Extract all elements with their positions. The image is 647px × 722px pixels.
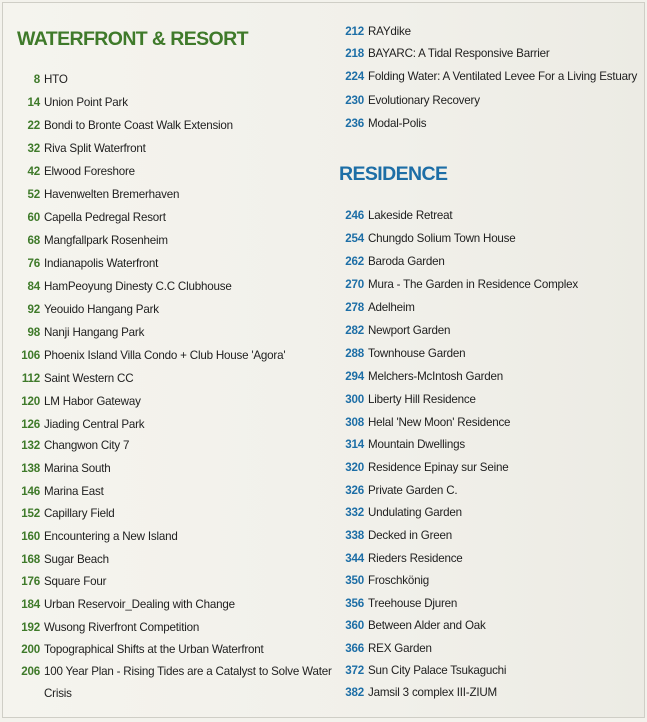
page-number: 138: [21, 461, 40, 475]
entry-title: REX Garden: [368, 641, 432, 655]
entry-title: BAYARC: A Tidal Responsive Barrier: [368, 46, 550, 60]
page-number: 282: [345, 323, 364, 337]
page-number: 278: [345, 300, 364, 314]
page-number: 350: [345, 573, 364, 587]
page-number: 356: [345, 596, 364, 610]
page-number: 246: [345, 208, 364, 222]
entry-title: HamPeoyung Dinesty C.C Clubhouse: [44, 279, 232, 293]
entry-title: Wusong Riverfront Competition: [44, 620, 200, 634]
page-number: 344: [345, 551, 364, 565]
entry-title: Urban Reservoir_Dealing with Change: [44, 597, 235, 611]
page-number: 254: [345, 231, 364, 245]
toc-entry: [15, 660, 332, 682]
toc-entry: [15, 502, 114, 524]
toc-entry: [339, 479, 457, 501]
page-number: 192: [21, 620, 40, 634]
page-number: 184: [21, 597, 40, 611]
entry-title: Between Alder and Oak: [368, 618, 486, 632]
toc-entry: [339, 319, 450, 341]
toc-entry: [339, 637, 432, 659]
entry-title: LM Habor Gateway: [44, 394, 141, 408]
toc-entry: [15, 275, 232, 297]
page-number: 68: [27, 233, 40, 247]
toc-entry: [15, 367, 133, 389]
entry-title: HTO: [44, 72, 68, 86]
page-number: 42: [27, 164, 40, 178]
entry-title: Lakeside Retreat: [368, 208, 453, 222]
toc-entry: [15, 616, 199, 638]
toc-entry: [15, 593, 235, 615]
entry-title: Treehouse Djuren: [368, 596, 458, 610]
page-number: 126: [21, 417, 40, 431]
entry-title: Modal-Polis: [368, 116, 427, 130]
toc-entry: [15, 321, 144, 343]
toc-entry: [339, 273, 578, 295]
entry-title: Marina South: [44, 461, 111, 475]
page-number: 132: [21, 438, 40, 452]
toc-entry: [339, 681, 497, 703]
contents-page: [2, 2, 645, 718]
entry-title: Melchers-McIntosh Garden: [368, 369, 504, 383]
entry-title: Bondi to Bronte Coast Walk Extension: [44, 118, 233, 132]
page-number: 294: [345, 369, 364, 383]
page-number: 112: [21, 371, 40, 385]
page-number: 338: [345, 528, 364, 542]
toc-entry: [15, 457, 111, 479]
page-number: 218: [345, 46, 364, 60]
page-number: 262: [345, 254, 364, 268]
toc-entry: [339, 89, 480, 111]
entry-title: Capella Pedregal Resort: [44, 210, 166, 224]
entry-title: Decked in Green: [368, 528, 452, 542]
page-number: 382: [345, 685, 364, 699]
toc-entry: [339, 388, 476, 410]
page-number: 332: [345, 505, 364, 519]
entry-title: Riva Split Waterfront: [44, 141, 146, 155]
toc-entry: [15, 638, 264, 660]
toc-entry: [339, 342, 465, 364]
page-number: 76: [27, 256, 40, 270]
toc-entry: [15, 480, 104, 502]
entry-title: Helal 'New Moon' Residence: [368, 415, 511, 429]
page-number: 8: [33, 72, 40, 86]
toc-entry: [339, 592, 457, 614]
entry-title: Liberty Hill Residence: [368, 392, 476, 406]
toc-entry: [15, 206, 166, 228]
toc-entry: [339, 614, 486, 636]
toc-entry: [339, 456, 508, 478]
entry-title: Phoenix Island Villa Condo + Club House 'Agora': [44, 348, 286, 362]
page-number: 320: [345, 460, 364, 474]
page-number: 152: [21, 506, 40, 520]
entry-title: Topographical Shifts at the Urban Waterfront: [44, 642, 264, 656]
entry-title: Baroda Garden: [368, 254, 445, 268]
toc-entry: [339, 547, 463, 569]
page-number: 176: [21, 574, 40, 588]
page-number: 326: [345, 483, 364, 497]
entry-title: 100 Year Plan - Rising Tides are a Catalyst to Solve Water: [44, 664, 332, 678]
page-number: 236: [345, 116, 364, 130]
page-number: 14: [27, 95, 40, 109]
page-number: 314: [345, 437, 364, 451]
page-number: 212: [345, 24, 364, 38]
entry-title: Newport Garden: [368, 323, 451, 337]
entry-title: Townhouse Garden: [368, 346, 466, 360]
entry-title: Mountain Dwellings: [368, 437, 465, 451]
entry-title: Undulating Garden: [368, 505, 462, 519]
toc-entry: [15, 298, 159, 320]
toc-entry: [339, 296, 415, 318]
toc-entry: [339, 524, 452, 546]
entry-title: Encountering a New Island: [44, 529, 178, 543]
toc-entry: [15, 570, 106, 592]
page-number: 92: [27, 302, 40, 316]
toc-entry: [15, 137, 146, 159]
toc-entry: [15, 252, 158, 274]
toc-entry: [339, 411, 510, 433]
section-title-residence: RESIDENCE: [339, 163, 448, 185]
page-number: 120: [21, 394, 40, 408]
page-number: 160: [21, 529, 40, 543]
entry-title: Changwon City 7: [44, 438, 130, 452]
toc-entry: [15, 183, 179, 205]
entry-title: Private Garden C.: [368, 483, 458, 497]
entry-title: Evolutionary Recovery: [368, 93, 480, 107]
page-number: 32: [27, 141, 40, 155]
toc-entry: [339, 112, 426, 134]
page-number: 300: [345, 392, 364, 406]
entry-title: Sun City Palace Tsukaguchi: [368, 663, 507, 677]
entry-title: Froschkönig: [368, 573, 429, 587]
page-number: 224: [345, 69, 364, 83]
toc-entry: [339, 659, 506, 681]
toc-entry: [15, 68, 68, 90]
entry-title: Sugar Beach: [44, 552, 109, 566]
toc-entry: [15, 413, 144, 435]
toc-entry: [15, 434, 129, 456]
entry-title: Chungdo Solium Town House: [368, 231, 516, 245]
entry-title: Saint Western CC: [44, 371, 134, 385]
entry-title: Indianapolis Waterfront: [44, 256, 159, 270]
toc-entry: [339, 365, 503, 387]
section-title-waterfront: WATERFRONT & RESORT: [17, 28, 248, 50]
page-number: 146: [21, 484, 40, 498]
entry-title: Marina East: [44, 484, 104, 498]
page-number: 60: [27, 210, 40, 224]
page-number: 206: [21, 664, 40, 678]
page-number: 84: [27, 279, 40, 293]
page-number: 366: [345, 641, 364, 655]
entry-title: Nanji Hangang Park: [44, 325, 145, 339]
toc-entry: [339, 227, 516, 249]
entry-title-continuation: Crisis: [44, 686, 72, 700]
toc-entry: [339, 569, 429, 591]
page-number: 106: [21, 348, 40, 362]
entry-title: Mura - The Garden in Residence Complex: [368, 277, 578, 291]
toc-entry: [15, 114, 233, 136]
entry-title: Jiading Central Park: [44, 417, 145, 431]
toc-entry: [15, 160, 135, 182]
toc-entry: [15, 229, 168, 251]
page-number: 200: [21, 642, 40, 656]
page-number: 98: [27, 325, 40, 339]
page-number: 360: [345, 618, 364, 632]
toc-entry: [339, 20, 411, 42]
page-number: 372: [345, 663, 364, 677]
page-number: 308: [345, 415, 364, 429]
page-number: 270: [345, 277, 364, 291]
toc-entry: [15, 525, 178, 547]
page-number: 230: [345, 93, 364, 107]
entry-title: Mangfallpark Rosenheim: [44, 233, 168, 247]
entry-title: Havenwelten Bremerhaven: [44, 187, 180, 201]
entry-title: Jamsil 3 complex III-ZIUM: [368, 685, 497, 699]
page-number: 288: [345, 346, 364, 360]
entry-title: Adelheim: [368, 300, 415, 314]
toc-entry: [15, 390, 141, 412]
toc-entry: [339, 204, 452, 226]
entry-title: Folding Water: A Ventilated Levee For a Living Estuary: [368, 69, 638, 83]
toc-entry: [15, 344, 285, 366]
entry-title: Capillary Field: [44, 506, 115, 520]
toc-entry: [339, 501, 462, 523]
entry-title: Residence Epinay sur Seine: [368, 460, 509, 474]
toc-entry: [15, 548, 109, 570]
entry-title: Rieders Residence: [368, 551, 463, 565]
entry-title: Elwood Foreshore: [44, 164, 135, 178]
entry-title: Union Point Park: [44, 95, 128, 109]
entry-title: Square Four: [44, 574, 107, 588]
toc-entry: [339, 42, 550, 64]
page-number: 52: [27, 187, 40, 201]
page-number: 22: [27, 118, 40, 132]
page-number: 168: [21, 552, 40, 566]
entry-title: Yeouido Hangang Park: [44, 302, 159, 316]
toc-entry: [339, 250, 445, 272]
toc-entry: [15, 91, 128, 113]
toc-entry: [339, 433, 465, 455]
entry-title: RAYdike: [368, 24, 411, 38]
toc-entry: [339, 65, 637, 87]
